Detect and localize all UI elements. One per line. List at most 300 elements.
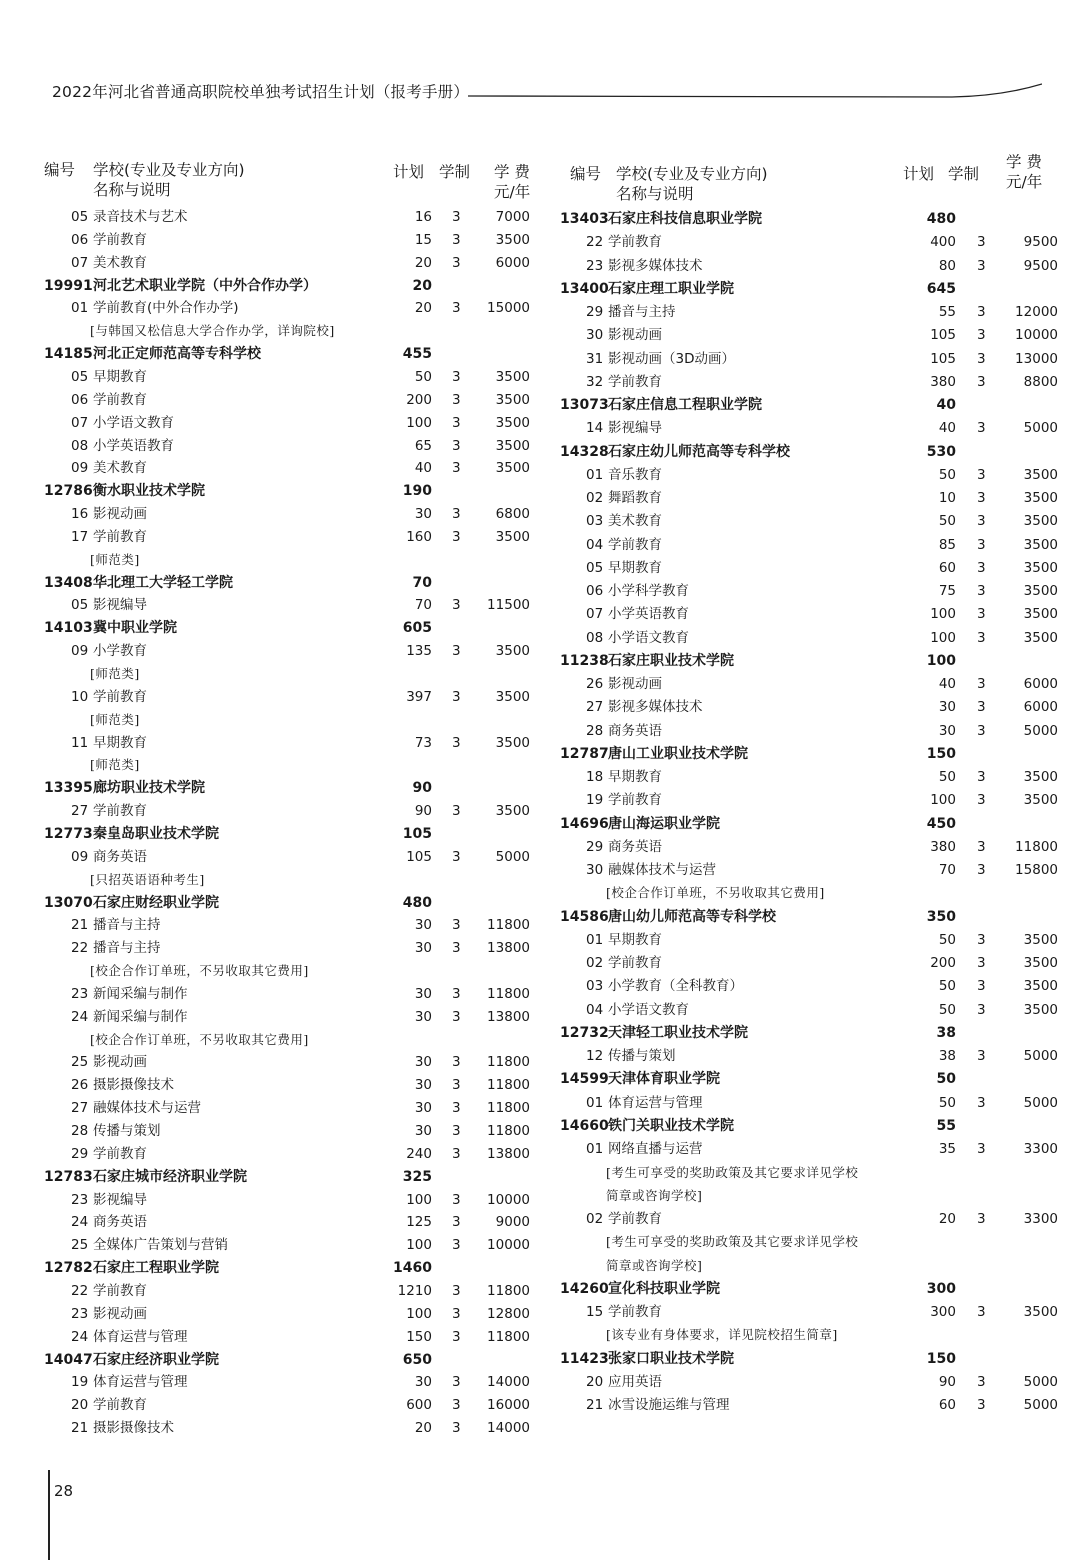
school-name: 河北艺术职业学院（中外合作办学） [93,277,317,294]
plan-count: 100 [406,1191,432,1208]
tuition-fee: 3300 [1023,1141,1058,1158]
school-row [0,650,1080,672]
tuition-fee: 3500 [1023,629,1058,646]
school-row [0,1278,1080,1300]
tuition-fee: 11800 [487,1054,530,1071]
tuition-fee: 3500 [1023,792,1058,809]
major-code: 24 [71,1328,89,1345]
major-row [0,1138,1080,1160]
school-code: 12782 [44,1260,93,1277]
plan-total: 150 [926,745,956,762]
major-name: 学前教育(中外合作办学) [93,300,239,317]
study-years: 3 [452,528,461,545]
major-code: 01 [586,931,604,948]
plan-count: 105 [930,350,956,367]
study-years: 3 [977,420,986,437]
major-row [0,696,1080,718]
school-code: 12786 [44,483,93,500]
major-code: 15 [586,1304,604,1320]
study-years: 3 [977,1048,986,1065]
plan-count: 105 [930,327,956,344]
school-code: 13073 [560,397,609,413]
major-row [0,557,1080,579]
tuition-fee: 3500 [1023,466,1058,483]
major-code: 04 [586,1001,604,1018]
major-name: 影视动画 [93,1054,147,1071]
plan-count: 15 [414,231,432,248]
major-row [0,534,1080,556]
plan-total: 645 [926,280,956,297]
school-code: 13070 [44,894,93,911]
study-years: 3 [977,629,986,646]
major-name: 学前教育 [608,234,662,251]
major-code: 26 [71,1077,89,1094]
page-number: 28 [54,1482,74,1500]
school-code: 13408 [44,574,93,591]
school-name: 唐山工业职业技术学院 [608,745,748,762]
major-name: 音乐教育 [608,466,662,483]
plan-total: 605 [402,620,432,637]
major-note: 简章或咨询学校] [606,1187,703,1203]
major-row [0,627,1080,649]
major-code: 09 [71,848,89,865]
plan-count: 135 [406,643,432,660]
plan-count: 73 [414,734,432,751]
major-name: 冰雪设施运维与管理 [608,1397,730,1413]
major-name: 小学英语教育 [93,437,174,454]
major-name: 学前教育 [93,391,147,408]
major-name: 影视编导 [93,1191,147,1208]
school-code: 13400 [560,280,609,297]
tuition-fee: 3500 [495,437,530,454]
major-note: [考生可享受的奖助政策及其它要求详见学校 [606,1234,859,1250]
study-years: 3 [452,506,461,522]
major-code: 21 [586,1397,604,1413]
major-row [0,1045,1080,1067]
tuition-fee: 3500 [495,414,530,431]
major-name: 新闻采编与制作 [93,1008,188,1025]
major-code: 22 [71,1282,89,1299]
study-years: 3 [977,350,986,367]
study-years: 3 [452,437,461,454]
major-name: 学前教育 [93,1397,147,1414]
plan-total: 190 [402,483,432,500]
major-row [0,766,1080,788]
plan-count: 55 [938,304,956,320]
major-code: 18 [586,769,604,786]
header-school-line2: 名称与说明 [93,181,171,199]
school-name: 唐山幼儿师范高等专科学校 [608,908,776,925]
major-name: 小学科学教育 [608,583,689,600]
major-code: 25 [71,1237,89,1254]
plan-count: 240 [406,1145,432,1162]
major-name: 学前教育 [608,1304,662,1320]
plan-total: 1460 [393,1260,432,1277]
study-years: 3 [977,955,986,972]
major-note: [与韩国又松信息大学合作办学，详询院校] [90,323,335,339]
major-name: 融媒体技术与运营 [608,862,716,879]
tuition-fee: 3500 [495,528,530,545]
study-years: 3 [452,1282,461,1299]
major-code: 24 [71,1214,89,1231]
major-name: 小学语文教育 [608,1001,689,1018]
major-note: [考生可享受的奖助政策及其它要求详见学校 [606,1164,859,1180]
major-row [0,487,1080,509]
major-row [0,510,1080,532]
tuition-fee: 9500 [1023,234,1058,251]
study-years: 3 [977,559,986,576]
major-name: 影视编导 [93,597,147,614]
tuition-fee: 11800 [1015,838,1058,855]
plan-total: 38 [936,1024,956,1041]
tuition-fee: 5000 [1023,1373,1058,1390]
school-code: 14586 [560,908,609,925]
major-note: [师范类] [90,711,140,727]
plan-count: 10 [938,490,956,507]
plan-total: 50 [936,1071,956,1088]
major-name: 小学教育（全科教育） [608,978,743,995]
plan-count: 35 [938,1141,956,1158]
tuition-fee: 5000 [1023,1397,1058,1413]
tuition-fee: 13800 [487,1145,530,1162]
plan-count: 80 [938,257,956,274]
header-code: 编号 [44,161,76,179]
school-row [0,813,1080,835]
major-code: 24 [71,1008,89,1025]
major-row [0,348,1080,370]
plan-count: 90 [938,1373,956,1390]
plan-count: 30 [414,1008,432,1025]
plan-count: 100 [406,1237,432,1254]
study-years: 3 [977,327,986,344]
plan-count: 200 [406,391,432,408]
note-row [0,1324,1080,1346]
major-code: 14 [586,420,604,437]
plan-count: 30 [414,985,432,1002]
school-code: 12787 [560,745,609,762]
school-name: 衡水职业技术学院 [93,483,205,500]
major-code: 02 [586,1211,604,1227]
header-school-line2: 名称与说明 [616,185,694,203]
tuition-fee: 13800 [487,940,530,957]
tuition-fee: 3500 [1023,583,1058,600]
study-years: 3 [977,1304,986,1320]
tuition-fee: 3500 [1023,606,1058,623]
major-code: 05 [71,368,89,385]
study-years: 3 [977,792,986,809]
major-name: 影视动画 [93,506,147,522]
note-row [0,1162,1080,1184]
major-code: 04 [586,536,604,553]
study-years: 3 [452,1328,461,1345]
study-years: 3 [977,1397,986,1413]
tuition-fee: 11800 [487,1100,530,1117]
major-code: 29 [586,304,604,320]
plan-total: 70 [412,574,432,591]
tuition-fee: 6000 [495,254,530,271]
major-code: 22 [71,940,89,957]
school-name: 石家庄财经职业学院 [93,894,219,911]
tuition-fee: 3500 [1023,536,1058,553]
tuition-fee: 3500 [1023,931,1058,948]
school-code: 12783 [44,1168,93,1185]
tuition-fee: 3500 [495,643,530,660]
tuition-fee: 3500 [495,734,530,751]
header-years: 学制 [439,163,471,181]
plan-count: 70 [414,597,432,614]
school-name: 石家庄幼儿师范高等专科学校 [608,443,790,460]
major-row [0,1371,1080,1393]
study-years: 3 [452,1054,461,1071]
major-code: 27 [71,1100,89,1117]
major-row [0,1417,1080,1439]
major-name: 小学语文教育 [608,629,689,646]
header-fee-line1: 学 费 [494,163,530,181]
tuition-fee: 5000 [495,848,530,865]
plan-count: 20 [414,300,432,317]
school-code: 19991 [44,277,93,294]
study-years: 3 [452,1191,461,1208]
plan-count: 20 [414,254,432,271]
school-code: 14599 [560,1071,609,1088]
major-code: 06 [71,231,89,248]
study-years: 3 [452,1145,461,1162]
school-code: 14260 [560,1280,609,1297]
plan-count: 100 [406,414,432,431]
study-years: 3 [452,940,461,957]
plan-count: 30 [414,1374,432,1391]
header-school-line1: 学校(专业及专业方向) [93,161,245,179]
major-row [0,603,1080,625]
plan-count: 90 [414,803,432,820]
study-years: 3 [977,606,986,623]
major-code: 19 [71,1374,89,1391]
tuition-fee: 5000 [1023,1094,1058,1111]
study-years: 3 [977,373,986,390]
study-years: 3 [977,769,986,786]
tuition-fee: 6000 [1023,676,1058,693]
major-code: 22 [586,234,604,251]
tuition-fee: 5000 [1023,722,1058,739]
school-code: 13403 [560,211,609,227]
tuition-fee: 14000 [487,1420,530,1436]
school-name: 华北理工大学轻工学院 [93,574,233,591]
plan-count: 380 [930,838,956,855]
study-years: 3 [977,466,986,483]
major-code: 23 [586,257,604,274]
tuition-fee: 9500 [1023,257,1058,274]
school-code: 13395 [44,780,93,797]
major-name: 体育运营与管理 [93,1328,188,1345]
major-name: 影视多媒体技术 [608,257,703,274]
major-name: 影视动画 [608,676,662,693]
right-column-header [0,150,1080,210]
tuition-fee: 14000 [487,1374,530,1391]
study-years: 3 [452,1374,461,1391]
major-name: 学前教育 [608,536,662,553]
school-row [0,278,1080,300]
header-fee-line1: 学 费 [1006,153,1042,171]
major-code: 29 [586,838,604,855]
plan-count: 50 [938,513,956,530]
plan-count: 60 [938,1397,956,1413]
tuition-fee: 15800 [1015,862,1058,879]
study-years: 3 [452,688,461,705]
school-name: 石家庄理工职业学院 [608,280,734,297]
header-plan: 计划 [903,165,935,183]
school-row [0,1022,1080,1044]
major-name: 早期教育 [93,368,147,385]
major-name: 美术教育 [608,513,662,530]
tuition-fee: 3500 [495,231,530,248]
major-code: 28 [71,1123,89,1139]
tuition-fee: 11800 [487,1282,530,1299]
major-code: 16 [71,506,89,522]
plan-count: 160 [406,528,432,545]
school-name: 天津轻工职业技术学院 [608,1024,748,1041]
plan-count: 30 [414,1054,432,1071]
study-years: 3 [452,1008,461,1025]
major-name: 融媒体技术与运营 [93,1100,201,1117]
major-code: 08 [586,629,604,646]
tuition-fee: 10000 [487,1237,530,1254]
header-fee-line2: 元/年 [494,183,531,201]
major-name: 传播与策划 [608,1048,676,1065]
major-code: 20 [586,1373,604,1390]
study-years: 3 [452,985,461,1002]
major-name: 小学教育 [93,643,147,660]
plan-count: 65 [414,437,432,454]
major-code: 05 [586,559,604,576]
major-name: 摄影摄像技术 [93,1420,174,1436]
tuition-fee: 3500 [1023,1001,1058,1018]
major-name: 播音与主持 [608,304,676,320]
school-row [0,1348,1080,1370]
major-code: 08 [71,437,89,454]
major-code: 28 [586,722,604,739]
plan-total: 455 [402,346,432,363]
header-fee-line2: 元/年 [1006,173,1043,191]
study-years: 3 [977,862,986,879]
plan-count: 50 [938,769,956,786]
major-code: 01 [586,1094,604,1111]
school-name: 石家庄信息工程职业学院 [608,397,762,413]
study-years: 3 [452,414,461,431]
major-name: 新闻采编与制作 [93,985,188,1002]
plan-count: 100 [406,1305,432,1322]
tuition-fee: 5000 [1023,1048,1058,1065]
major-code: 10 [71,688,89,705]
plan-total: 480 [402,894,432,911]
plan-count: 60 [938,559,956,576]
tuition-fee: 3500 [495,803,530,820]
study-years: 3 [452,1100,461,1117]
major-note: [校企合作订单班，不另收取其它费用] [90,963,309,978]
major-name: 学前教育 [608,792,662,809]
school-row [0,906,1080,928]
study-years: 3 [977,513,986,530]
major-name: 学前教育 [93,1145,147,1162]
tuition-fee: 3500 [495,368,530,385]
major-name: 网络直播与运营 [608,1141,703,1158]
school-name: 石家庄职业技术学院 [608,652,734,669]
major-row [0,1208,1080,1230]
plan-total: 100 [926,652,956,669]
plan-count: 20 [938,1211,956,1227]
major-row [0,324,1080,346]
major-row [0,371,1080,393]
major-code: 05 [71,597,89,614]
major-name: 体育运营与管理 [93,1374,188,1391]
plan-count: 380 [930,373,956,390]
major-note: [师范类] [90,551,140,567]
tuition-fee: 3300 [1023,1211,1058,1227]
page-header [52,80,1042,110]
major-name: 传播与策划 [93,1123,161,1139]
study-years: 3 [452,1305,461,1322]
school-name: 石家庄城市经济职业学院 [93,1168,247,1185]
major-name: 摄影摄像技术 [93,1077,174,1094]
school-name: 河北正定师范高等专科学校 [93,346,261,363]
major-name: 学前教育 [93,528,147,545]
study-years: 3 [977,1373,986,1390]
plan-count: 70 [938,862,956,879]
plan-count: 200 [930,955,956,972]
major-name: 学前教育 [93,803,147,820]
tuition-fee: 3500 [1023,955,1058,972]
major-note: [只招英语语种考生] [90,871,205,887]
study-years: 3 [452,300,461,317]
school-row [0,441,1080,463]
plan-total: 530 [926,443,956,460]
tuition-fee: 11800 [487,1328,530,1345]
major-code: 02 [586,955,604,972]
study-years: 3 [977,1211,986,1227]
plan-count: 150 [406,1328,432,1345]
tuition-fee: 3500 [1023,559,1058,576]
plan-total: 20 [412,277,432,294]
major-name: 影视动画（3D动画） [608,350,735,367]
school-code: 14185 [44,346,93,363]
plan-count: 400 [930,234,956,251]
plan-count: 50 [938,1094,956,1111]
study-years: 3 [452,734,461,751]
major-row [0,789,1080,811]
plan-count: 16 [414,209,432,225]
major-note: [师范类] [90,666,140,681]
major-code: 25 [71,1054,89,1071]
tuition-fee: 16000 [487,1397,530,1414]
study-years: 3 [452,803,461,820]
major-name: 影视动画 [93,1305,147,1322]
tuition-fee: 12000 [1015,304,1058,320]
plan-count: 30 [414,917,432,934]
major-code: 27 [586,699,604,716]
school-name: 天津体育职业学院 [608,1071,720,1088]
major-name: 全媒体广告策划与营销 [93,1237,228,1254]
page-title: 2022年河北省普通高职院校单独考试招生计划（报考手册） [52,83,470,101]
study-years: 3 [452,597,461,614]
plan-total: 105 [402,825,432,842]
plan-count: 30 [414,506,432,522]
major-name: 学前教育 [93,1282,147,1299]
plan-count: 125 [406,1214,432,1231]
school-name: 石家庄工程职业学院 [93,1260,219,1277]
school-name: 石家庄科技信息职业学院 [608,211,762,227]
school-row [0,394,1080,416]
plan-total: 90 [412,780,432,797]
study-years: 3 [452,1077,461,1094]
